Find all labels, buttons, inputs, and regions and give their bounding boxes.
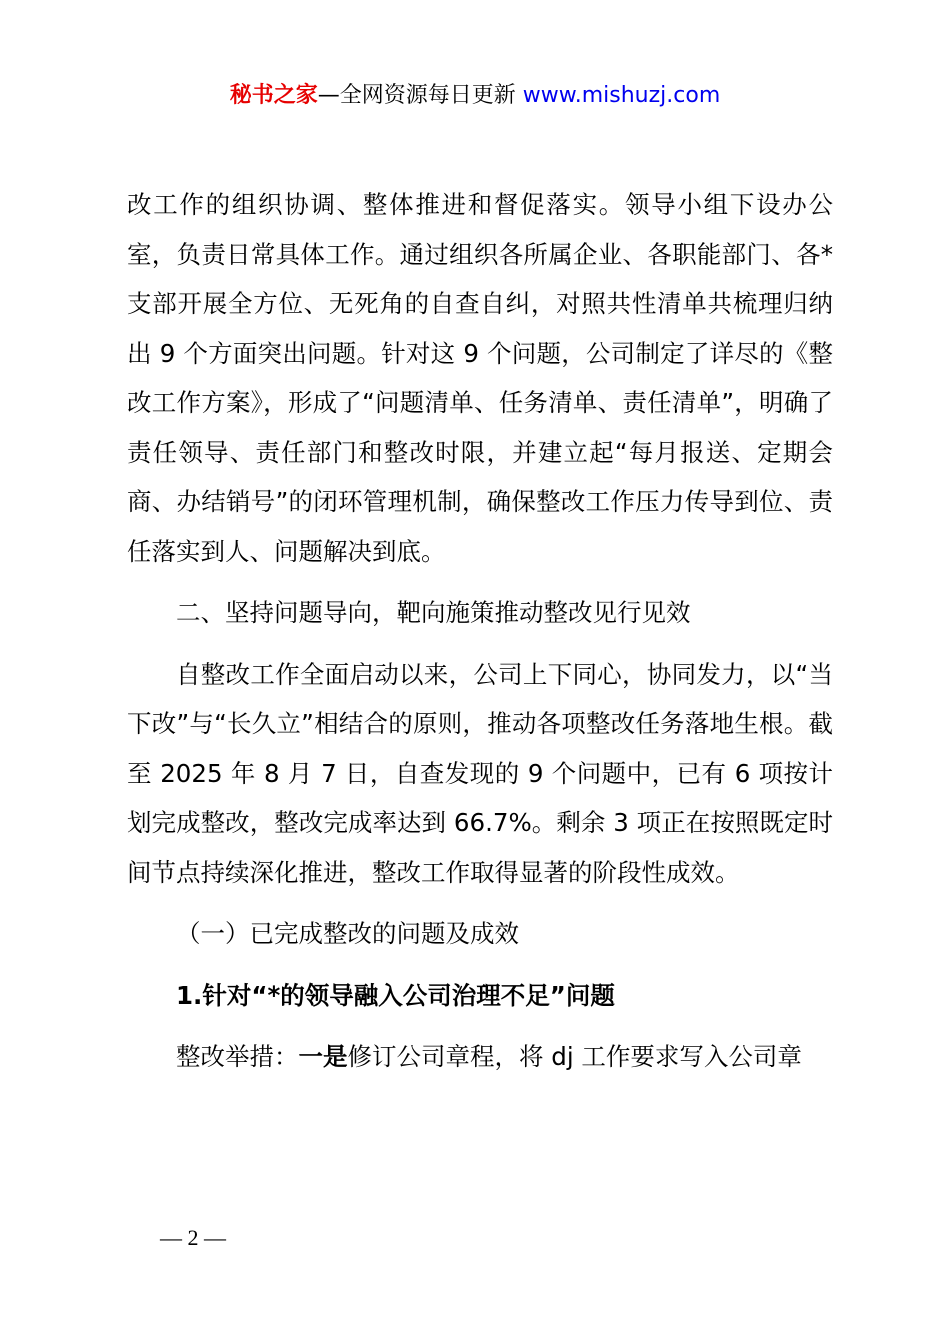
measures-label: 整改举措： [176, 1042, 299, 1071]
paragraph-measures [127, 1032, 833, 1082]
measures-text: 修订公司章程，将 dj 工作要求写入公司章 [347, 1042, 802, 1071]
page-number: — 2 — [160, 1225, 226, 1250]
header-tagline: —全网资源每日更新 [317, 83, 523, 108]
header-brand: 秘书之家 [229, 83, 318, 108]
section-heading-two: 二、坚持问题导向，靶向施策推动整改见行见效 [176, 598, 691, 627]
document-body [127, 180, 833, 1082]
page-header [0, 78, 950, 114]
measures-first-marker: 一是 [298, 1042, 348, 1071]
paragraph-progress: 自整改工作全面启动以来，公司上下同心，协同发力，以“当下改”与“长久立”相结合的原则，推动各项整改任务落地生根。截至 2025 年 8 月 7 日，自查发现的 9 个问题中，已有 6 项按计划完成整改，整改完成率达到 66.7%。剩余 3 项正在按照既定时间节点持续深化推进，整改工作取得显著的阶段性成效。 [127, 659, 833, 887]
header-url-link[interactable]: www.mishuzj.com [522, 83, 721, 108]
item-heading-one: 1.针对“*的领导融入公司治理不足”问题 [176, 980, 615, 1010]
subsection-heading-completed: （一）已完成整改的问题及成效 [176, 919, 519, 948]
paragraph-organization: 改工作的组织协调、整体推进和督促落实。领导小组下设办公室，负责日常具体工作。通过组织各所属企业、各职能部门、各*支部开展全方位、无死角的自查自纠，对照共性清单共梳理归纳出 9 个方面突出问题。针对这 9 个问题，公司制定了详尽的《整改工作方案》，形成了“问题清单、任务清单、责任清单”，明确了责任领导、责任部门和整改时限，并建立起“每月报送、定期会商、办结销号”的闭环管理机制，确保整改工作压力传导到位、责任落实到人、问题解决到底。 [127, 190, 833, 566]
